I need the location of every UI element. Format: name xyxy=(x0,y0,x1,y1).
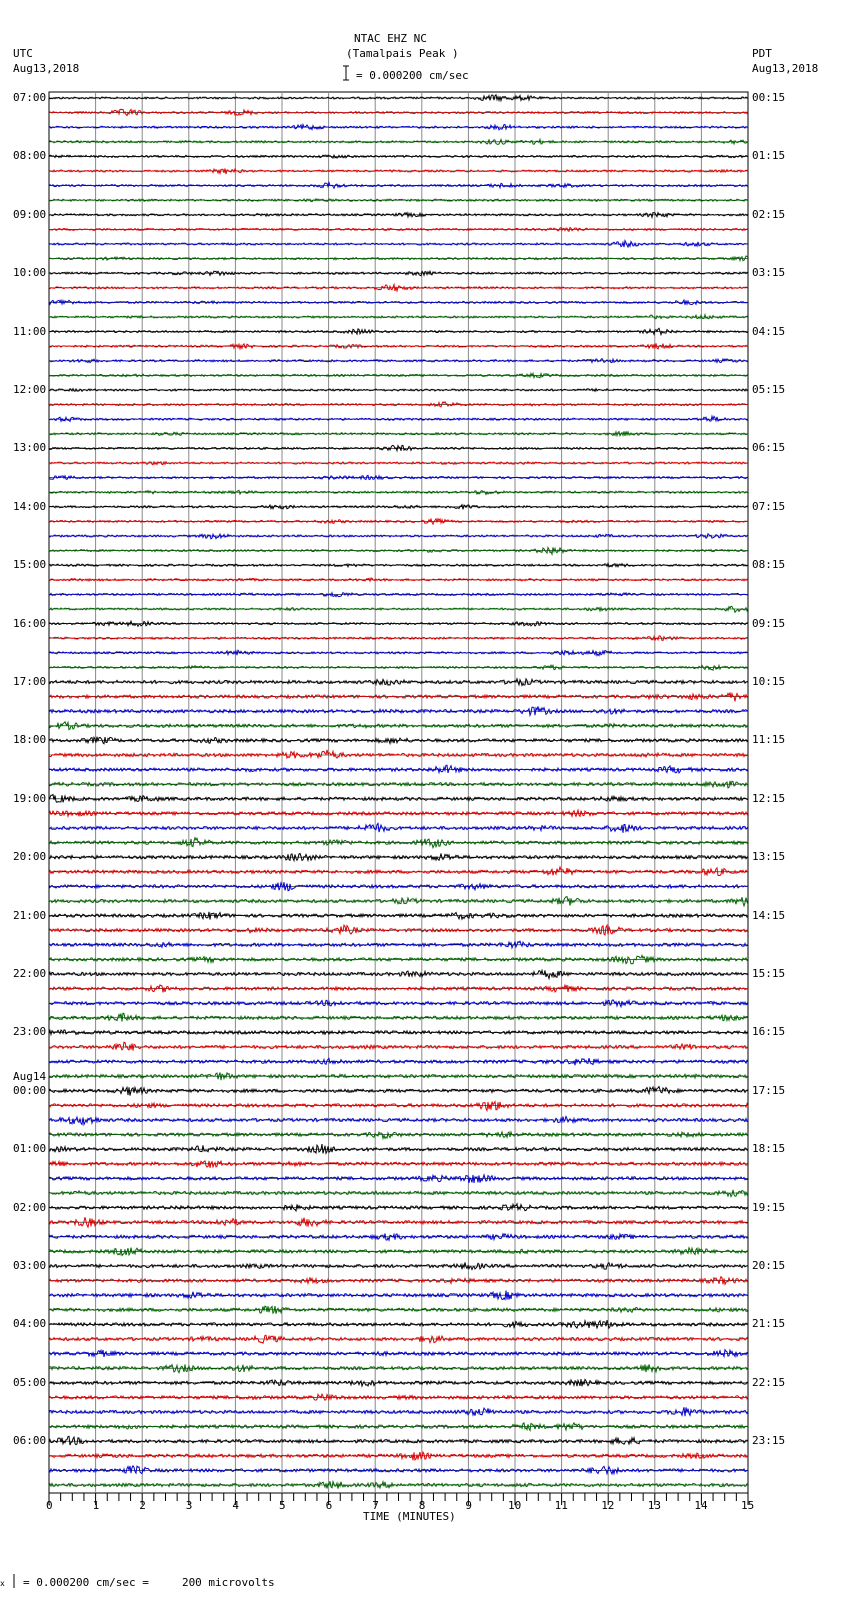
left-date: Aug13,2018 xyxy=(13,62,80,75)
utc-hour-label: 14:00 xyxy=(13,499,47,513)
x-tick-label: 11 xyxy=(554,1499,568,1512)
utc-hour-label: 13:00 xyxy=(13,441,47,455)
utc-hour-label: 08:00 xyxy=(13,149,47,163)
utc-hour-label: 18:00 xyxy=(13,733,47,747)
seismic-trace xyxy=(49,1407,748,1416)
pdt-hour-label: 20:15 xyxy=(752,1259,786,1272)
utc-hour-label: 20:00 xyxy=(13,850,47,864)
x-tick-label: 6 xyxy=(325,1499,333,1512)
utc-hour-label: 01:00 xyxy=(13,1142,47,1156)
seismic-trace xyxy=(49,1262,748,1269)
utc-hour-label: 19:00 xyxy=(13,791,47,805)
pdt-hour-label: 23:15 xyxy=(752,1434,786,1448)
x-tick-label: 3 xyxy=(185,1499,193,1512)
seismic-trace xyxy=(49,1204,748,1211)
x-tick-label: 15 xyxy=(741,1499,755,1512)
seismic-trace xyxy=(49,241,748,248)
seismic-trace xyxy=(49,1364,748,1372)
utc-hour-label: 16:00 xyxy=(13,616,47,630)
utc-hour-label: 11:00 xyxy=(13,324,47,338)
utc-hour-label: 09:00 xyxy=(13,207,47,221)
seismic-trace xyxy=(49,781,748,788)
seismic-trace xyxy=(49,1436,748,1445)
seismic-trace xyxy=(49,621,748,626)
right-timezone: PDT xyxy=(752,47,772,60)
utc-hour-label: 22:00 xyxy=(13,967,47,980)
seismic-trace xyxy=(49,445,748,451)
pdt-hour-label: 21:15 xyxy=(752,1317,786,1331)
pdt-hour-label: 18:15 xyxy=(752,1142,786,1156)
seismic-trace xyxy=(49,402,748,407)
seismic-trace xyxy=(49,1466,748,1474)
utc-hour-label: 06:00 xyxy=(13,1434,47,1448)
x-tick-label: 2 xyxy=(139,1499,146,1512)
pdt-hour-label: 15:15 xyxy=(752,967,786,980)
seismic-trace xyxy=(49,1102,748,1111)
x-tick-label: 8 xyxy=(418,1499,426,1512)
seismic-trace xyxy=(49,750,748,759)
pdt-hour-label: 11:15 xyxy=(752,733,786,747)
footer-scale: = 0.000200 cm/sec = 200 microvolts xyxy=(23,1576,275,1589)
pdt-hour-label: 16:15 xyxy=(752,1025,786,1039)
pdt-hour-label: 13:15 xyxy=(752,850,786,864)
seismic-trace xyxy=(49,1175,748,1183)
seismic-trace xyxy=(49,475,748,479)
station-title: NTAC EHZ NC xyxy=(354,32,427,45)
utc-hour-label: 02:00 xyxy=(13,1200,47,1214)
pdt-hour-label: 17:15 xyxy=(752,1083,786,1097)
seismic-trace xyxy=(49,256,748,261)
seismic-trace xyxy=(49,431,748,436)
utc-hour-label: 15:00 xyxy=(13,558,47,572)
x-tick-label: 1 xyxy=(92,1499,100,1512)
pdt-hour-label: 09:15 xyxy=(752,616,786,630)
x-axis-label: TIME (MINUTES) xyxy=(363,1510,456,1523)
seismic-trace xyxy=(49,1452,748,1460)
seismic-trace xyxy=(49,564,748,567)
seismic-trace xyxy=(49,795,748,803)
utc-hour-label: 03:00 xyxy=(13,1259,47,1272)
utc-hour-label: 07:00 xyxy=(13,91,47,104)
utc-hour-label: 05:00 xyxy=(13,1375,47,1389)
seismic-trace xyxy=(49,867,748,876)
pdt-hour-label: 00:15 xyxy=(752,91,786,104)
utc-hour-label: 12:00 xyxy=(13,383,47,396)
seismic-trace xyxy=(49,139,748,144)
seismic-trace xyxy=(49,416,748,421)
seismic-trace xyxy=(49,765,748,773)
pdt-hour-label: 12:15 xyxy=(752,791,786,805)
pdt-hour-label: 06:15 xyxy=(752,441,786,455)
seismic-trace xyxy=(49,1013,748,1021)
seismic-trace xyxy=(49,823,748,832)
pdt-hour-label: 14:15 xyxy=(752,908,786,922)
seismic-trace xyxy=(49,706,748,715)
seismic-trace xyxy=(49,1000,748,1007)
seismic-trace xyxy=(49,1481,748,1488)
utc-hour-label: 10:00 xyxy=(13,266,47,280)
x-tick-label: 4 xyxy=(232,1499,240,1512)
seismic-trace xyxy=(49,1132,748,1139)
pdt-hour-label: 02:15 xyxy=(752,207,786,221)
seismic-trace xyxy=(49,109,748,115)
utc-hour-label: 21:00 xyxy=(13,908,47,922)
x-tick-label: 5 xyxy=(279,1499,286,1512)
pdt-hour-label: 04:15 xyxy=(752,324,786,338)
seismic-trace xyxy=(49,578,748,581)
pdt-hour-label: 01:15 xyxy=(752,149,786,163)
pdt-hour-label: 07:15 xyxy=(752,499,786,513)
utc-hour-label: 04:00 xyxy=(13,1317,47,1331)
seismic-trace xyxy=(49,1320,748,1328)
seismic-trace xyxy=(49,1144,748,1153)
seismic-trace xyxy=(49,1161,748,1168)
seismic-trace xyxy=(49,462,748,465)
seismic-trace xyxy=(49,693,748,702)
utc-hour-label: 00:00 xyxy=(13,1083,47,1097)
seismic-trace xyxy=(49,519,748,524)
pdt-hour-label: 22:15 xyxy=(752,1375,786,1389)
pdt-hour-label: 19:15 xyxy=(752,1200,786,1214)
pdt-hour-label: 08:15 xyxy=(752,558,786,572)
x-tick-label: 10 xyxy=(508,1499,522,1512)
pdt-hour-label: 10:15 xyxy=(752,675,786,688)
date-change-label: Aug14 xyxy=(13,1069,47,1083)
utc-hour-label: 17:00 xyxy=(13,675,47,688)
right-date: Aug13,2018 xyxy=(752,62,819,75)
x-tick-label: 9 xyxy=(465,1499,473,1512)
x-tick-label: 0 xyxy=(46,1499,53,1512)
seismic-trace xyxy=(49,1394,748,1400)
utc-hour-label: 23:00 xyxy=(13,1025,47,1039)
footer-scale-mark: x xyxy=(0,1579,5,1588)
seismic-trace xyxy=(49,300,748,305)
station-location: (Tamalpais Peak ) xyxy=(346,47,459,60)
seismic-trace xyxy=(49,1073,748,1081)
x-tick-label: 7 xyxy=(372,1499,379,1512)
scale-label: = 0.000200 cm/sec xyxy=(356,69,469,82)
left-timezone: UTC xyxy=(13,47,33,60)
x-tick-label: 14 xyxy=(694,1499,708,1512)
pdt-hour-label: 03:15 xyxy=(752,266,786,280)
seismic-trace xyxy=(49,1117,748,1125)
x-tick-label: 13 xyxy=(647,1499,662,1512)
seismic-trace xyxy=(49,1042,748,1050)
pdt-hour-label: 05:15 xyxy=(752,383,786,396)
seismic-trace xyxy=(49,970,748,978)
x-tick-label: 12 xyxy=(601,1499,615,1512)
